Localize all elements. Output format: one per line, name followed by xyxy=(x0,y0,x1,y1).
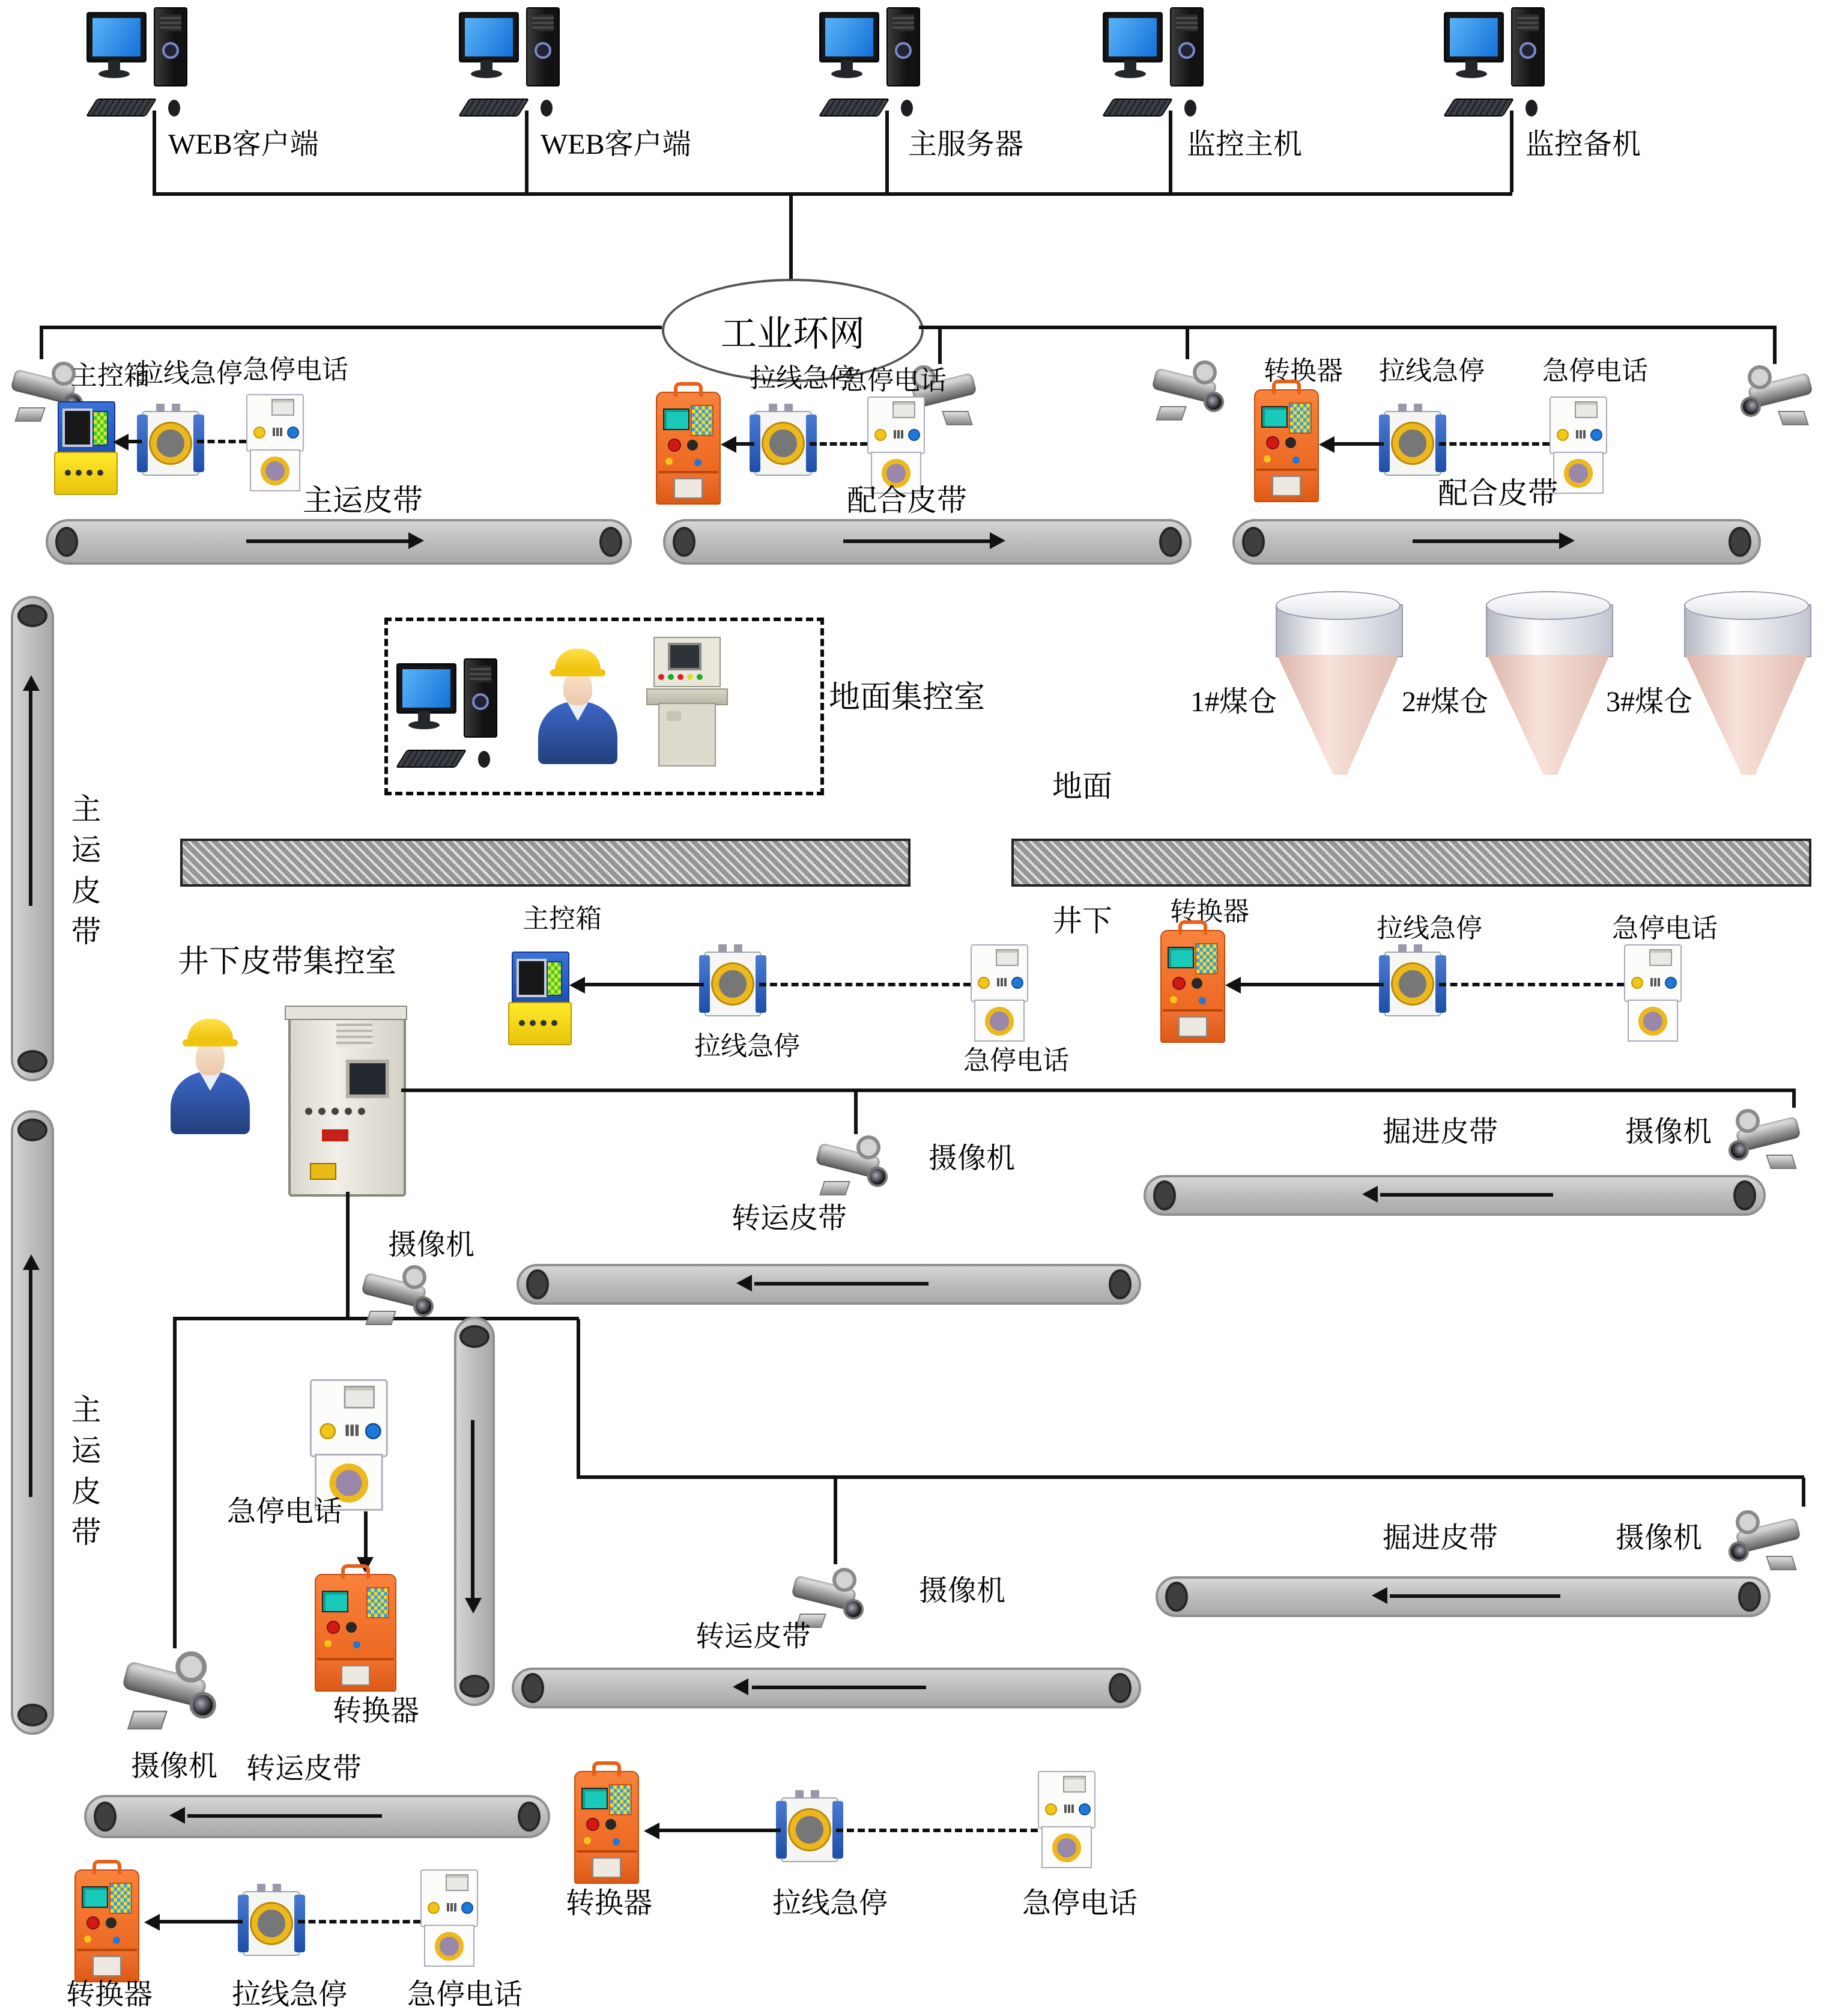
belt-label: 转运皮带 xyxy=(246,1754,362,1785)
pull-wire-estop-label: 拉线急停 xyxy=(1378,356,1485,386)
control-box-device xyxy=(656,392,721,505)
coal-bunker-1 xyxy=(1276,594,1401,779)
converter-label: 转换器 xyxy=(66,1980,153,2011)
conveyor-belt-digging-1 xyxy=(1144,1175,1766,1216)
connector-line xyxy=(159,1920,243,1923)
pull-wire-estop-label: 拉线急停 xyxy=(772,1889,888,1920)
belt-label: 转运皮带 xyxy=(695,1622,811,1653)
connector-line xyxy=(40,326,43,359)
connector-line xyxy=(364,1511,367,1559)
pull-wire-estop-label: 拉线急停 xyxy=(1376,913,1482,943)
camera-icon xyxy=(118,1644,224,1731)
conveyor-belt-main-vertical-2 xyxy=(11,1110,54,1735)
underground-room-label: 井下皮带集控室 xyxy=(178,944,397,979)
connector-line xyxy=(885,111,888,192)
camera-icon xyxy=(812,1129,894,1197)
estop-phone-label: 急停电话 xyxy=(407,1980,523,2011)
main-control-box-label: 主控箱 xyxy=(522,903,602,934)
estop-phone-label: 急停电话 xyxy=(963,1045,1069,1075)
connector-line xyxy=(173,1319,176,1648)
camera-icon xyxy=(1148,354,1230,422)
estop-phone-device xyxy=(867,396,923,493)
estop-phone-device xyxy=(1038,1771,1093,1867)
underground-zone-label: 井下 xyxy=(1052,906,1112,938)
mouse-icon xyxy=(168,100,180,117)
computer-label: 监控主机 xyxy=(1187,130,1302,161)
computer-surface-room xyxy=(396,658,531,771)
main-control-box-device xyxy=(58,401,113,495)
belt-label: 转运皮带 xyxy=(732,1204,847,1235)
connector-line xyxy=(127,440,142,443)
operator-icon xyxy=(538,649,617,764)
connector-line xyxy=(577,1475,1804,1478)
connector-line xyxy=(1510,111,1513,192)
converter-label: 转换器 xyxy=(566,1889,652,1920)
connector-line xyxy=(525,111,528,192)
connector-line xyxy=(834,1478,837,1564)
computer-monitor-backup xyxy=(1444,7,1578,120)
coal-bunker-2 xyxy=(1486,594,1611,779)
pull-wire-estop-device xyxy=(142,411,199,476)
dashed-connector xyxy=(1439,983,1624,986)
connector-line xyxy=(577,1319,580,1478)
pull-wire-estop-label: 拉线急停 xyxy=(232,1980,347,2011)
conveyor-belt-transfer-3 xyxy=(84,1795,550,1838)
dashed-connector xyxy=(298,1920,420,1923)
converter-label: 转换器 xyxy=(1169,896,1249,926)
ground-hatch-bar xyxy=(1011,839,1811,887)
connector-line xyxy=(919,326,1774,329)
connector-line xyxy=(1240,983,1384,986)
connector-line xyxy=(40,326,662,329)
estop-phone-label: 急停电话 xyxy=(1022,1889,1138,1920)
camera-label: 摄像机 xyxy=(929,1144,1015,1175)
connector-line xyxy=(346,1192,349,1319)
conveyor-belt-aux-2 xyxy=(1232,519,1761,565)
belt-label-vertical: 主运皮带 xyxy=(67,1394,100,1557)
computer-label: 主服务器 xyxy=(908,130,1023,161)
control-cabinet-icon xyxy=(288,1014,406,1197)
arrowhead xyxy=(721,436,736,453)
belt-label: 掘进皮带 xyxy=(1383,1523,1498,1555)
pull-wire-estop-device xyxy=(243,1891,300,1956)
pull-wire-estop-label: 拉线急停 xyxy=(694,1031,800,1061)
camera-label: 摄像机 xyxy=(919,1576,1005,1608)
arrowhead xyxy=(1319,436,1335,453)
dashed-connector xyxy=(1439,442,1550,446)
dashed-connector xyxy=(810,442,867,446)
dashed-connector xyxy=(197,440,246,443)
connector-line xyxy=(854,1088,857,1134)
camera-icon xyxy=(788,1562,870,1629)
connector-line xyxy=(584,983,704,986)
connector-line xyxy=(789,192,792,281)
converter-device xyxy=(74,1869,139,1982)
estop-phone-label: 急停电话 xyxy=(1611,913,1718,943)
bunker-label: 1#煤仓 xyxy=(1190,687,1277,718)
bunker-label: 3#煤仓 xyxy=(1606,687,1692,718)
conveyor-belt-aux-1 xyxy=(663,519,1192,565)
estop-phone-label: 急停电话 xyxy=(1542,356,1648,386)
converter-label: 转换器 xyxy=(1263,356,1343,386)
arrowhead xyxy=(1225,977,1241,994)
estop-phone-label: 急停电话 xyxy=(840,365,947,395)
arrowhead xyxy=(569,977,585,994)
estop-phone-device xyxy=(971,944,1026,1040)
pull-wire-estop-device xyxy=(1384,411,1441,476)
dashed-connector xyxy=(836,1829,1038,1832)
camera-label: 摄像机 xyxy=(131,1752,217,1783)
surface-room-label: 地面集控室 xyxy=(829,680,986,715)
dashed-connector xyxy=(759,983,971,986)
connector-line xyxy=(401,1088,1795,1091)
converter-device xyxy=(574,1771,639,1884)
camera-label: 摄像机 xyxy=(1616,1523,1702,1555)
estop-phone-label: 急停电话 xyxy=(242,354,348,384)
estop-phone-device xyxy=(246,394,301,490)
pull-wire-estop-device xyxy=(1384,952,1441,1016)
computer-web-client-2 xyxy=(459,7,593,120)
control-console-icon xyxy=(649,637,723,764)
camera-icon xyxy=(1722,1103,1804,1170)
network-label: 工业环网 xyxy=(721,315,865,354)
computer-main-server xyxy=(819,7,954,120)
camera-label: 摄像机 xyxy=(1625,1117,1712,1149)
belt-label: 配合皮带 xyxy=(846,485,967,518)
keyboard-icon xyxy=(86,99,157,117)
camera-icon xyxy=(358,1259,440,1326)
connector-line xyxy=(1802,1478,1805,1507)
belt-label: 掘进皮带 xyxy=(1383,1117,1498,1149)
computer-label: 监控备机 xyxy=(1526,130,1641,161)
arrowhead xyxy=(113,434,129,451)
connector-line xyxy=(658,1829,781,1832)
estop-phone-device xyxy=(420,1869,476,1966)
tower-icon xyxy=(154,7,187,87)
converter-device xyxy=(1160,930,1225,1043)
belt-label: 配合皮带 xyxy=(1437,478,1558,511)
computer-label: WEB客户端 xyxy=(168,130,319,161)
arrowhead xyxy=(644,1823,659,1839)
pull-wire-estop-device xyxy=(704,952,762,1016)
conveyor-belt-transfer-2 xyxy=(512,1668,1141,1708)
connector-line xyxy=(153,111,156,192)
converter-device xyxy=(315,1574,396,1692)
connector-line xyxy=(1333,442,1384,445)
pull-wire-estop-device xyxy=(781,1797,838,1862)
connector-line xyxy=(938,326,941,364)
conveyor-belt-transfer-1 xyxy=(517,1264,1141,1305)
connector-line xyxy=(1773,326,1776,364)
conveyor-belt-main-vertical-1 xyxy=(11,596,54,1081)
computer-label: WEB客户端 xyxy=(541,130,691,161)
pull-wire-estop-device xyxy=(754,411,812,476)
camera-icon xyxy=(1722,1504,1804,1571)
ground-hatch-bar xyxy=(180,839,910,887)
belt-label-vertical: 主运皮带 xyxy=(67,793,100,956)
computer-monitor-host xyxy=(1103,7,1237,120)
arrowhead xyxy=(144,1914,160,1931)
bunker-label: 2#煤仓 xyxy=(1402,687,1488,718)
monitor-icon xyxy=(86,12,147,62)
belt-label: 主运皮带 xyxy=(302,485,423,518)
conveyor-belt-digging-2 xyxy=(1156,1576,1771,1617)
estop-phone-device xyxy=(1624,944,1679,1040)
conveyor-belt-main xyxy=(46,519,632,565)
connector-line xyxy=(1169,111,1172,192)
camera-icon xyxy=(1735,359,1816,427)
bus-line xyxy=(153,192,1512,196)
main-control-box-device xyxy=(512,952,567,1045)
pull-wire-estop-label: 拉线急停 xyxy=(136,358,243,388)
main-control-box-label: 主控箱 xyxy=(70,360,150,390)
pull-wire-estop-label: 拉线急停 xyxy=(749,363,855,393)
connector-line xyxy=(735,442,754,445)
surface-zone-label: 地面 xyxy=(1052,771,1112,804)
estop-phone-device xyxy=(310,1379,384,1509)
converter-device xyxy=(1254,389,1319,502)
converter-label: 转换器 xyxy=(333,1696,419,1728)
conveyor-belt-vertical-down xyxy=(454,1317,495,1706)
operator-icon xyxy=(171,1019,250,1134)
coal-bunker-3 xyxy=(1684,594,1809,779)
camera-label: 摄像机 xyxy=(388,1230,474,1262)
computer-web-client-1 xyxy=(86,7,221,120)
estop-phone-label: 急停电话 xyxy=(227,1497,342,1528)
